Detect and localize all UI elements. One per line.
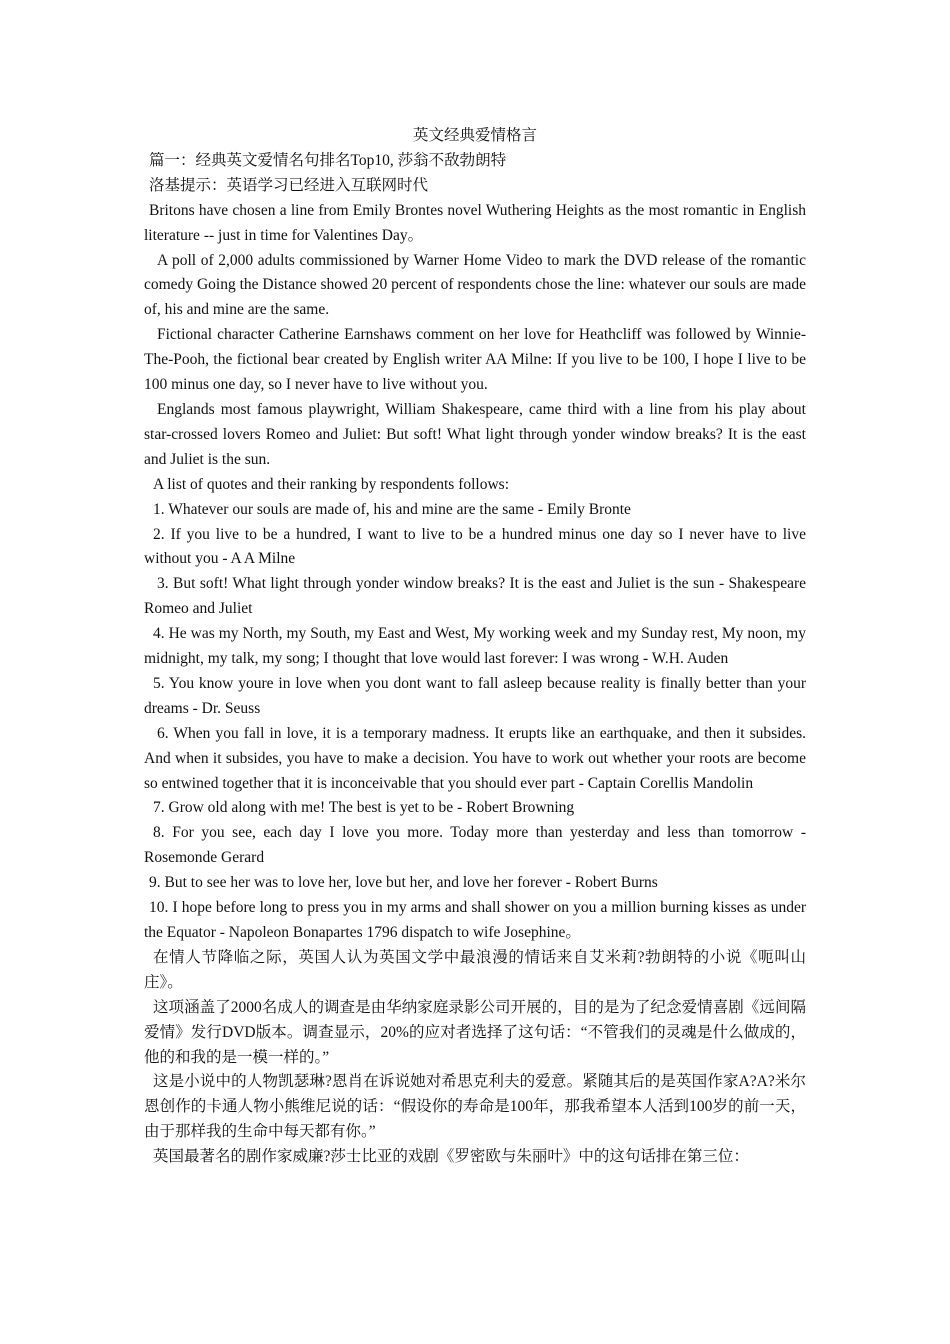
quote-item: 9. But to see her was to love her, love but her, and love her forever - Robert Burns [149,874,658,892]
body-paragraph: A poll of 2,000 adults commissioned by Warner Home Video to mark the DVD release of the romantic comedy Going the Distance showed 20 percent of respondents chose the line: whatever our souls are made of, his and mine are the same. [144,251,806,319]
body-paragraph: 这项涵盖了2000名成人的调查是由华纳家庭录影公司开展的，目的是为了纪念爱情喜剧《远间隔爱情》发行DVD版本。调查显示，20%的应对者选择了这句话：“不管我们的灵魂是什么做成的，他的和我的是一模一样的。” [144,998,806,1066]
quote-item: 3. But soft! What light through yonder window breaks? It is the east and Juliet is the sun - Shakespeare Romeo and Juliet [144,575,806,618]
body-paragraph: Englands most famous playwright, William Shakespeare, came third with a line from his play about star-crossed lovers Romeo and Juliet: But soft! What light through yonder window breaks? It is the east and Juliet is the sun. [144,400,806,468]
quote-item: 8. For you see, each day I love you more. Today more than yesterday and less than tomorrow - Rosemonde Gerard [144,824,806,867]
body-paragraph: 这是小说中的人物凯瑟琳?恩肖在诉说她对希思克利夫的爱意。紧随其后的是英国作家A?A?米尔恩创作的卡通人物小熊维尼说的话：“假设你的寿命是100年，那我希望本人活到100岁的前一天，由于那样我的生命中每天都有你。” [144,1073,806,1141]
body-paragraph: Fictional character Catherine Earnshaws comment on her love for Heathcliff was followed by Winnie-The-Pooh, the fictional bear created by English writer AA Milne: If you live to be 100, I hope I live to be 100 minus one day, so I never have to live without you. [144,326,806,394]
document-body [144,124,806,1170]
body-paragraph: 英国最著名的剧作家威廉?莎士比亚的戏剧《罗密欧与朱丽叶》中的这句话排在第三位： [153,1148,749,1166]
quote-item: 5. You know youre in love when you dont want to fall asleep because reality is finally better than your dreams - Dr. Seuss [144,674,806,717]
subtitle-paragraph: 篇一：经典英文爱情名句排名Top10, 莎翁不敌勃朗特 [149,151,507,169]
body-paragraph: Britons have chosen a line from Emily Brontes novel Wuthering Heights as the most romantic in English literature -- just in time for Valentines Day。 [144,201,806,244]
document-title: 英文经典爱情格言 [412,127,537,144]
quote-item: 7. Grow old along with me! The best is yet to be - Robert Browning [153,799,575,817]
quote-item: 6. When you fall in love, it is a temporary madness. It erupts like an earthquake, and then it subsides. And when it subsides, you have to make a decision. You have to work out whether your roots are become so entwined together that it is inconceivable that you should ever part - Captain Corellis Mandolin [144,724,806,792]
quote-item: 1. Whatever our souls are made of, his and mine are the same - Emily Bronte [153,500,631,518]
body-paragraph: 在情人节降临之际，英国人认为英国文学中最浪漫的情话来自艾米莉?勃朗特的小说《呃叫山庄》。 [144,948,806,991]
quote-item: 4. He was my North, my South, my East and West, My working week and my Sunday rest, My noon, my midnight, my talk, my song; I thought that love would last forever: I was wrong - W.H. Auden [144,625,806,668]
quote-item: 10. I hope before long to press you in my arms and shall shower on you a million burning kisses as under the Equator - Napoleon Bonapartes 1796 dispatch to wife Josephine。 [144,899,806,941]
quote-item: 2. If you live to be a hundred, I want to live to be a hundred minus one day so I never have to live without you - A A Milne [144,525,806,568]
tip-paragraph: 洛基提示：英语学习已经进入互联网时代 [149,176,429,194]
body-paragraph: A list of quotes and their ranking by respondents follows: [153,475,510,493]
